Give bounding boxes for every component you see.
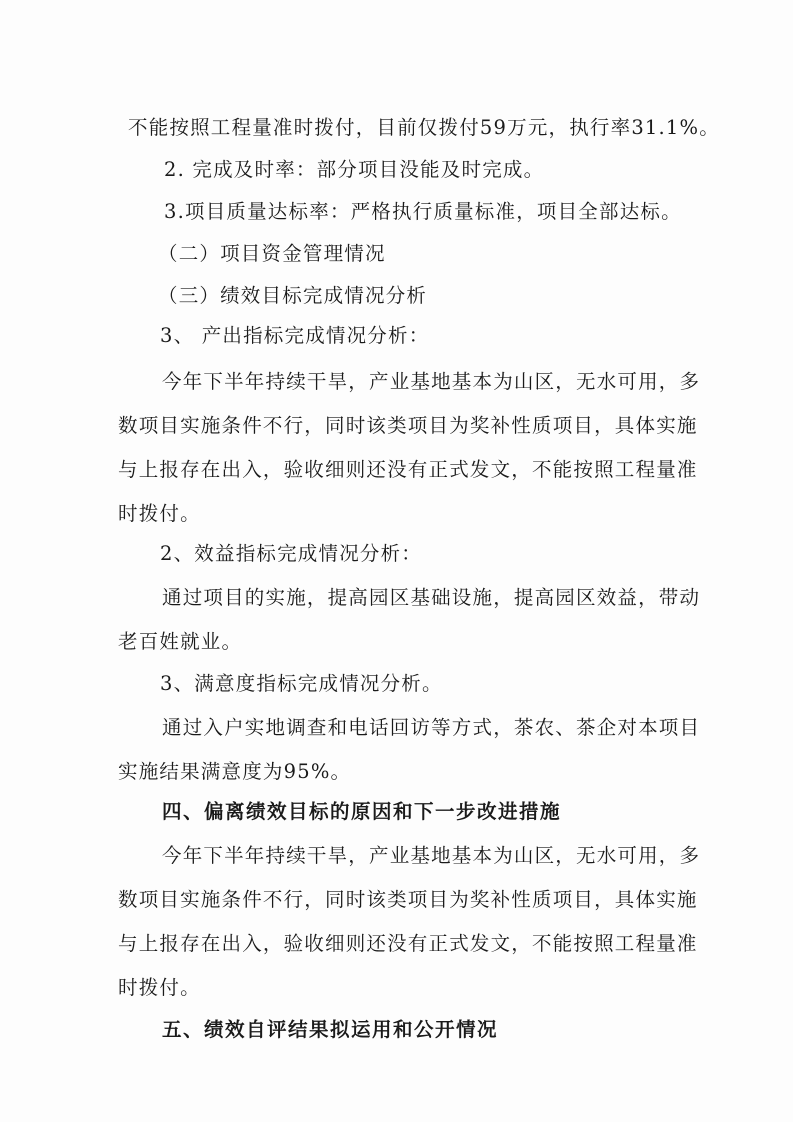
paragraph-3-line-2: 实施结果满意度为95%。 xyxy=(118,760,352,783)
paragraph-4-line-3: 与上报存在出入，验收细则还没有正式发文，不能按照工程量准 xyxy=(118,932,698,955)
section-heading-4: 四、偏离绩效目标的原因和下一步改进措施 xyxy=(162,800,562,823)
paragraph-1-line-1: 今年下半年持续干旱，产业基地基本为山区，无水可用，多 xyxy=(162,370,701,393)
paragraph-4-line-2: 数项目实施条件不行，同时该类项目为奖补性质项目，具体实施 xyxy=(118,888,698,911)
paragraph-1-line-4: 时拨付。 xyxy=(118,502,201,525)
paragraph-4-line-4: 时拨付。 xyxy=(118,976,201,999)
text-line-5: （三）绩效目标完成情况分析 xyxy=(158,284,428,307)
text-line-4: （二）项目资金管理情况 xyxy=(158,242,386,265)
paragraph-2-line-2: 老百姓就业。 xyxy=(118,630,243,653)
paragraph-1-line-2: 数项目实施条件不行，同时该类项目为奖补性质项目，具体实施 xyxy=(118,414,698,437)
paragraph-2-line-1: 通过项目的实施，提高园区基础设施，提高园区效益，带动 xyxy=(162,586,701,609)
paragraph-1-line-3: 与上报存在出入，验收细则还没有正式发文，不能按照工程量准 xyxy=(118,458,698,481)
text-line-6: 3、 产出指标完成情况分析： xyxy=(160,324,430,347)
text-line-11: 2、效益指标完成情况分析： xyxy=(160,542,423,565)
text-line-1: 不能按照工程量准时拨付，目前仅拨付59万元，执行率31.1%。 xyxy=(128,116,720,139)
text-line-3: 3.项目质量达标率：严格执行质量标准，项目全部达标。 xyxy=(164,200,682,223)
paragraph-4-line-1: 今年下半年持续干旱，产业基地基本为山区，无水可用，多 xyxy=(162,844,701,867)
paragraph-3-line-1: 通过入户实地调查和电话回访等方式，茶农、茶企对本项目 xyxy=(162,716,701,739)
section-heading-5: 五、绩效自评结果拟运用和公开情况 xyxy=(162,1018,499,1041)
text-line-2: 2. 完成及时率：部分项目没能及时完成。 xyxy=(164,158,545,181)
text-line-14: 3、满意度指标完成情况分析。 xyxy=(160,672,443,695)
